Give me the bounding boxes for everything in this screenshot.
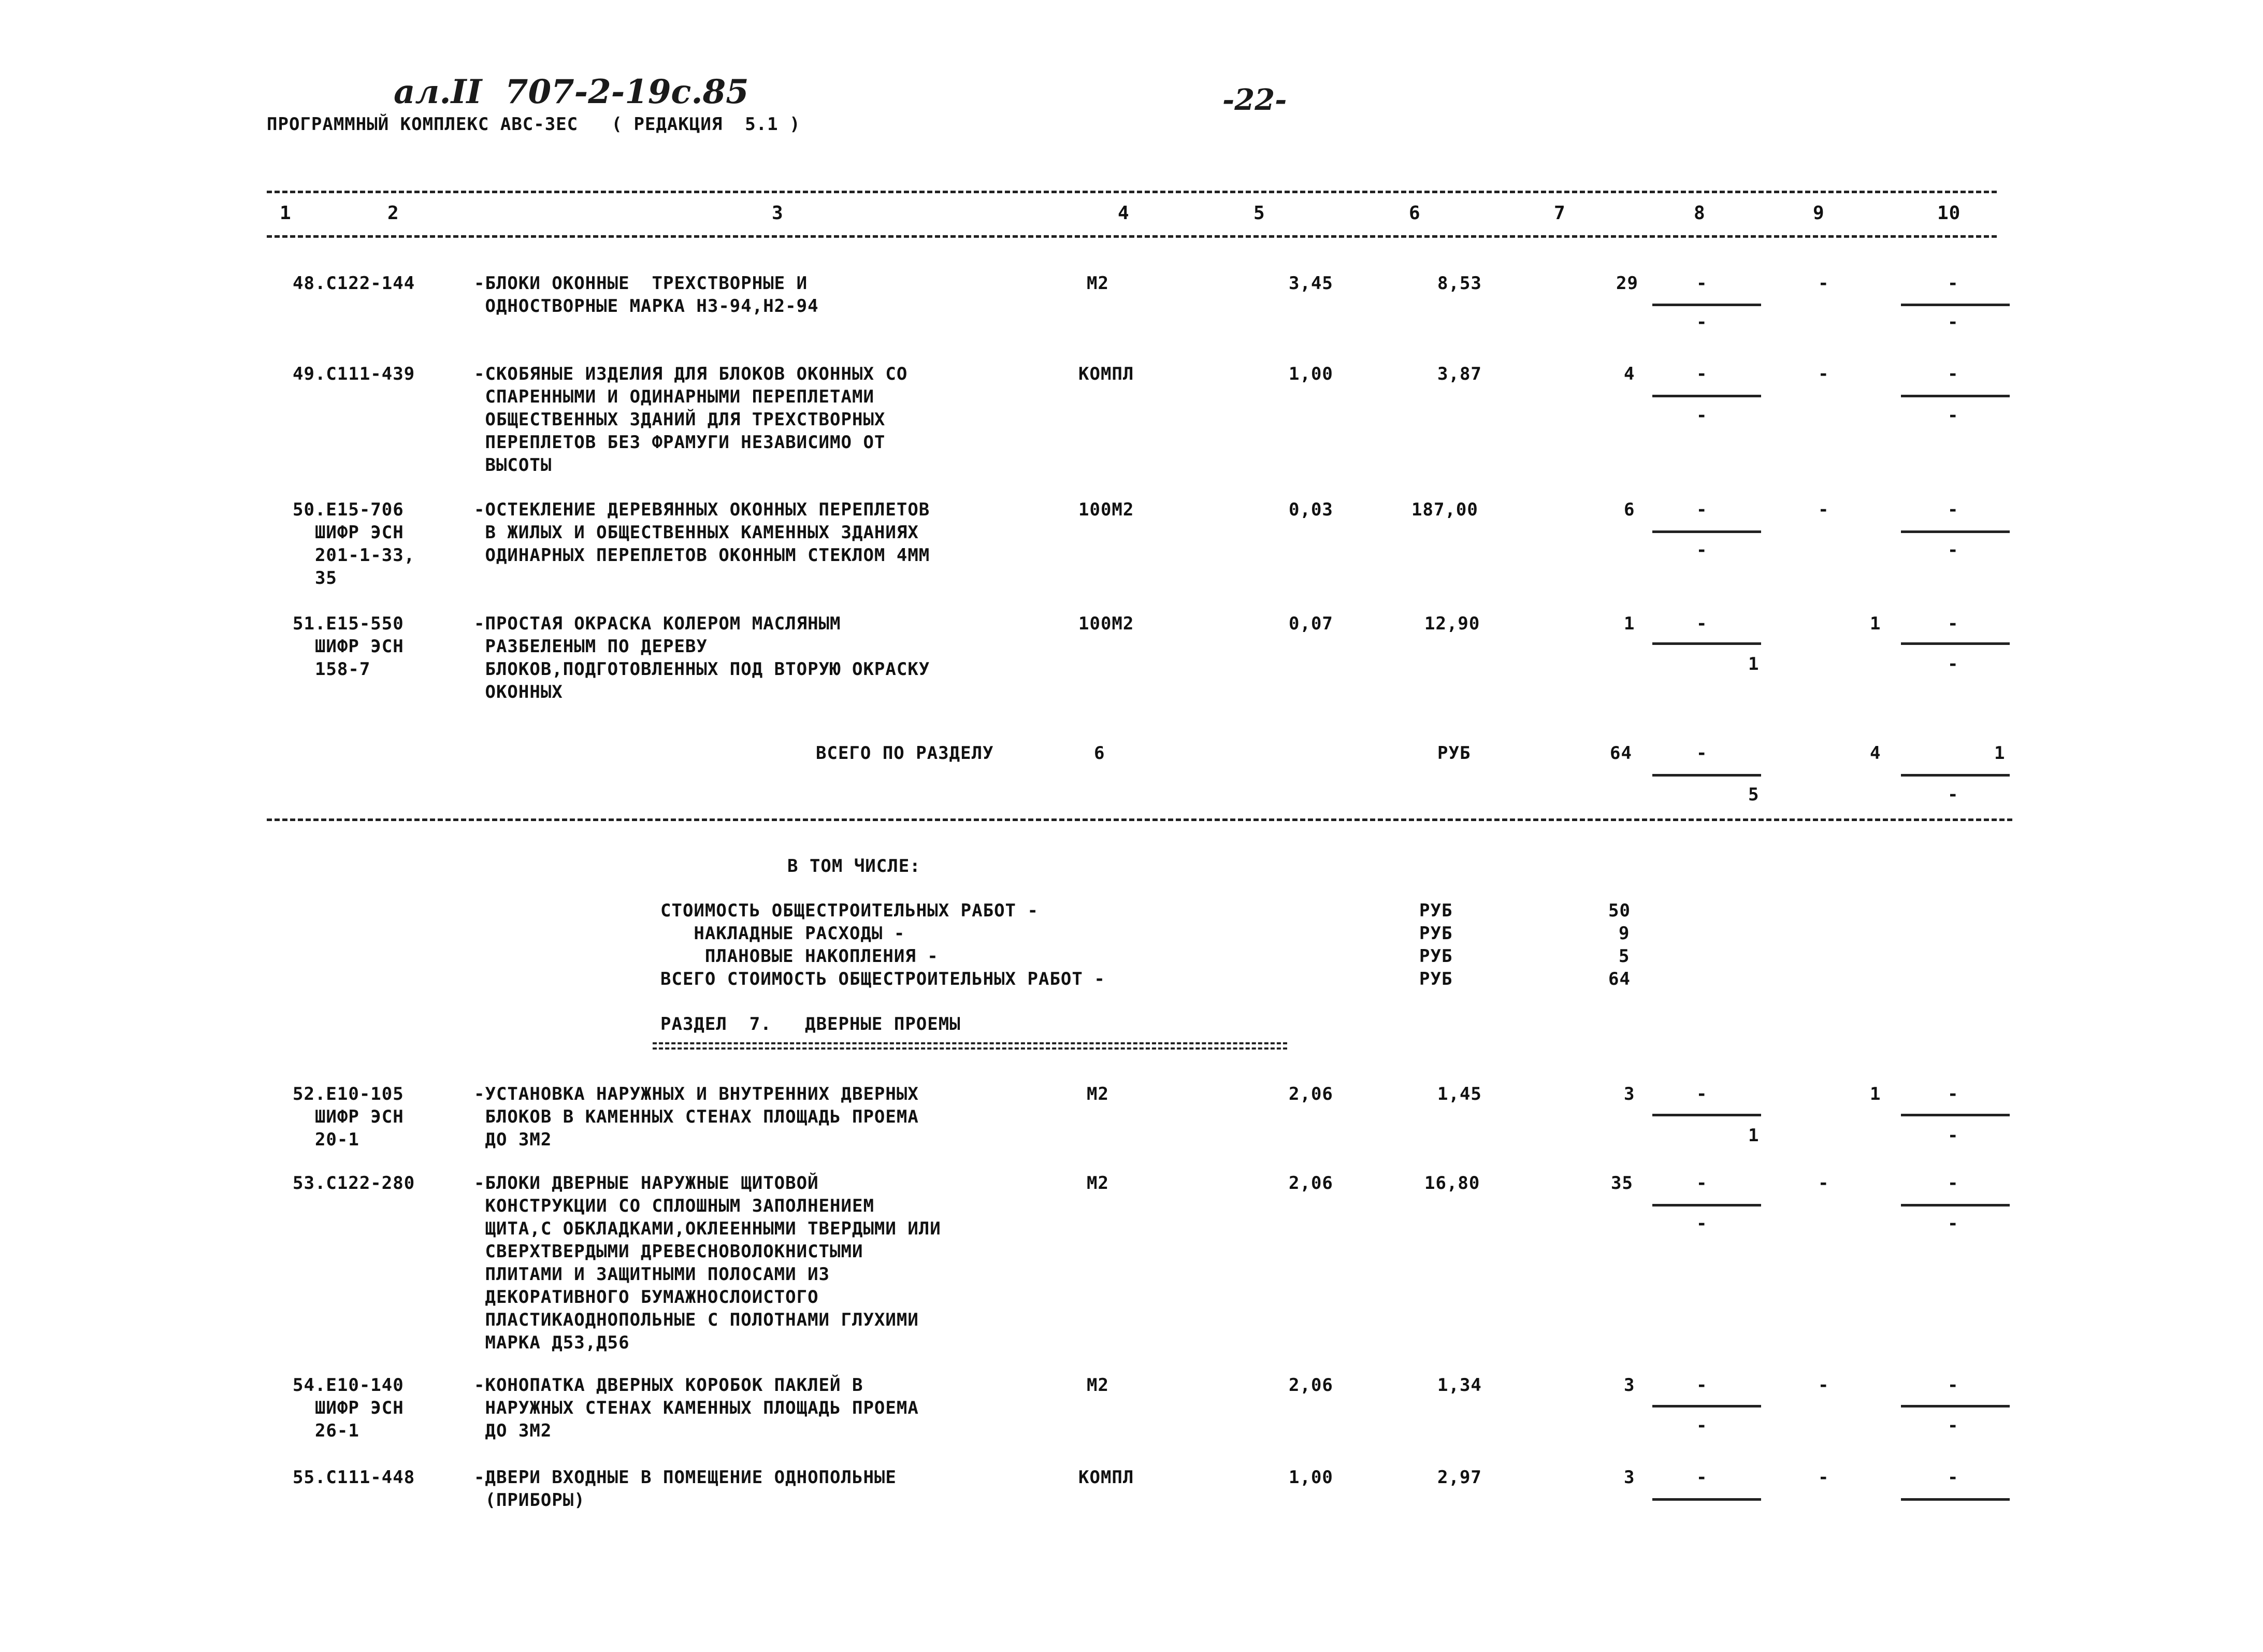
row-col9-value: 1 bbox=[1870, 1084, 1881, 1104]
row-col8-underline bbox=[1652, 1204, 1761, 1206]
summary-line-label: ВСЕГО СТОИМОСТЬ ОБЩЕСТРОИТЕЛЬНЫХ РАБОТ - bbox=[660, 969, 1105, 989]
row-col9-value: - bbox=[1818, 499, 1829, 520]
row-col10-underline bbox=[1901, 1405, 2010, 1407]
row-code: 49.С111-439 bbox=[293, 364, 415, 384]
row-unit: КОМПЛ bbox=[1078, 1467, 1134, 1488]
row-col8-value: - bbox=[1696, 1375, 1708, 1396]
row-col8-value: - bbox=[1696, 613, 1708, 634]
row-col10-underline bbox=[1901, 1114, 2010, 1116]
row-col10-value: - bbox=[1948, 1084, 1959, 1104]
row-col10-value: - bbox=[1948, 273, 1959, 294]
row-quantity: 2,06 bbox=[1289, 1375, 1333, 1396]
row-total: 4 bbox=[1624, 364, 1635, 384]
section-total-number: 6 bbox=[1094, 743, 1105, 764]
section-total-col10-underline bbox=[1901, 774, 2010, 777]
column-header-3: 3 bbox=[772, 203, 784, 224]
section-heading-underline bbox=[653, 1042, 1287, 1044]
column-header-9: 9 bbox=[1813, 203, 1825, 224]
summary-line-unit: РУБ bbox=[1419, 900, 1453, 921]
summary-line-unit: РУБ bbox=[1419, 923, 1453, 944]
section-total-value: 64 bbox=[1610, 743, 1632, 764]
summary-line-value: 64 bbox=[1608, 969, 1631, 989]
row-col10-underline bbox=[1901, 642, 2010, 645]
row-col8-value: - bbox=[1696, 1173, 1708, 1194]
row-col8-value: - bbox=[1696, 273, 1708, 294]
row-price: 1,34 bbox=[1437, 1375, 1482, 1396]
row-quantity: 0,03 bbox=[1289, 499, 1333, 520]
row-quantity: 1,00 bbox=[1289, 364, 1333, 384]
row-col9-value: - bbox=[1818, 1375, 1829, 1396]
row-col10-lower-value: - bbox=[1948, 1213, 1959, 1234]
row-unit: М2 bbox=[1087, 273, 1109, 294]
row-price: 187,00 bbox=[1411, 499, 1478, 520]
row-col9-value: - bbox=[1818, 1173, 1829, 1194]
row-code: 52.Е10-105 ШИФР ЭСН 20-1 bbox=[293, 1084, 404, 1150]
summary-line-value: 9 bbox=[1619, 923, 1630, 944]
row-col10-lower-value: - bbox=[1948, 654, 1959, 674]
row-unit: М2 bbox=[1087, 1375, 1109, 1396]
column-header-10: 10 bbox=[1937, 203, 1961, 224]
row-total: 3 bbox=[1624, 1467, 1635, 1488]
column-header-7: 7 bbox=[1554, 203, 1566, 224]
row-description: -УСТАНОВКА НАРУЖНЫХ И ВНУТРЕННИХ ДВЕРНЫХ БЛОКОВ В КАМЕННЫХ СТЕНАХ ПЛОЩАДЬ ПРОЕМА ДО 3М2 bbox=[474, 1084, 919, 1150]
row-col10-lower-value: - bbox=[1948, 312, 1959, 333]
section-heading-underline bbox=[653, 1047, 1287, 1050]
row-description: -ДВЕРИ ВХОДНЫЕ В ПОМЕЩЕНИЕ ОДНОПОЛЬНЫЕ (ПРИБОРЫ) bbox=[474, 1467, 897, 1511]
summary-line-label: ПЛАНОВЫЕ НАКОПЛЕНИЯ - bbox=[660, 946, 939, 967]
row-col9-value: - bbox=[1818, 1467, 1829, 1488]
section-total-label: ВСЕГО ПО РАЗДЕЛУ bbox=[816, 743, 994, 764]
summary-line-unit: РУБ bbox=[1419, 969, 1453, 989]
row-description: -КОНОПАТКА ДВЕРНЫХ КОРОБОК ПАКЛЕЙ В НАРУЖНЫХ СТЕНАХ КАМЕННЫХ ПЛОЩАДЬ ПРОЕМА ДО 3М2 bbox=[474, 1375, 919, 1441]
row-col10-lower-value: - bbox=[1948, 1125, 1959, 1146]
section-heading: РАЗДЕЛ 7. ДВЕРНЫЕ ПРОЕМЫ bbox=[660, 1014, 961, 1035]
column-header-8: 8 bbox=[1694, 203, 1706, 224]
handwritten-document-number: ал.II 707-2-19с.85 bbox=[394, 73, 749, 111]
row-col8-lower-value: - bbox=[1696, 1213, 1708, 1234]
summary-line-label: НАКЛАДНЫЕ РАСХОДЫ - bbox=[660, 923, 905, 944]
row-description: -ПРОСТАЯ ОКРАСКА КОЛЕРОМ МАСЛЯНЫМ РАЗБЕЛЕНЫМ ПО ДЕРЕВУ БЛОКОВ,ПОДГОТОВЛЕННЫХ ПОД ВТОРУЮ ОКРАСКУ ОКОННЫХ bbox=[474, 613, 930, 702]
row-code: 55.С111-448 bbox=[293, 1467, 415, 1488]
row-col9-value: - bbox=[1818, 273, 1829, 294]
row-col10-value: - bbox=[1948, 364, 1959, 384]
row-quantity: 0,07 bbox=[1289, 613, 1333, 634]
row-code: 53.С122-280 bbox=[293, 1173, 415, 1194]
row-quantity: 2,06 bbox=[1289, 1084, 1333, 1104]
column-header-5: 5 bbox=[1253, 203, 1265, 224]
summary-line-value: 50 bbox=[1608, 900, 1631, 921]
row-code: 51.Е15-550 ШИФР ЭСН 158-7 bbox=[293, 613, 404, 680]
row-code: 54.Е10-140 ШИФР ЭСН 26-1 bbox=[293, 1375, 404, 1441]
row-total: 29 bbox=[1616, 273, 1638, 294]
header-rule-top bbox=[267, 191, 1997, 193]
row-col8-lower-value: - bbox=[1696, 540, 1708, 561]
summary-line-unit: РУБ bbox=[1419, 946, 1453, 967]
row-col10-value: - bbox=[1948, 1173, 1959, 1194]
row-col8-lower-value: 1 bbox=[1748, 654, 1760, 674]
row-description: -БЛОКИ ДВЕРНЫЕ НАРУЖНЫЕ ЩИТОВОЙ КОНСТРУКЦИИ СО СПЛОШНЫМ ЗАПОЛНЕНИЕМ ЩИТА,С ОБКЛАДКАМИ,ОКЛЕЕННЫМИ ТВЕРДЫМИ ИЛИ СВЕРХТВЕРДЫМИ ДРЕВЕСНОВОЛОКНИСТЫМИ ПЛИТАМИ И ЗАЩИТНЫМИ ПОЛОСАМИ ИЗ ДЕКОРАТИВНОГО БУМАЖНОСЛОИСТОГО ПЛАСТИКАОДНОПОЛЬНЫЕ С ПОЛОТНАМИ ГЛУХИМИ МАРКА Д53,Д56 bbox=[474, 1173, 941, 1353]
row-price: 8,53 bbox=[1437, 273, 1482, 294]
row-description: -ОСТЕКЛЕНИЕ ДЕРЕВЯННЫХ ОКОННЫХ ПЕРЕПЛЕТОВ В ЖИЛЫХ И ОБЩЕСТВЕННЫХ КАМЕННЫХ ЗДАНИЯХ ОДИНАРНЫХ ПЕРЕПЛЕТОВ ОКОННЫМ СТЕКЛОМ 4ММ bbox=[474, 499, 930, 566]
row-col10-lower-value: - bbox=[1948, 405, 1959, 426]
row-col8-underline bbox=[1652, 304, 1761, 306]
row-col10-value: - bbox=[1948, 1467, 1959, 1488]
column-header-4: 4 bbox=[1118, 203, 1130, 224]
row-col10-underline bbox=[1901, 530, 2010, 533]
row-col8-underline bbox=[1652, 395, 1761, 397]
row-col8-lower-value: - bbox=[1696, 312, 1708, 333]
row-quantity: 1,00 bbox=[1289, 1467, 1333, 1488]
row-col8-underline bbox=[1652, 1114, 1761, 1116]
row-col10-underline bbox=[1901, 395, 2010, 397]
row-col8-value: - bbox=[1696, 1084, 1708, 1104]
row-col10-lower-value: - bbox=[1948, 540, 1959, 561]
row-unit: М2 bbox=[1087, 1173, 1109, 1194]
row-price: 2,97 bbox=[1437, 1467, 1482, 1488]
row-quantity: 3,45 bbox=[1289, 273, 1333, 294]
row-code: 48.С122-144 bbox=[293, 273, 415, 294]
row-col8-lower-value: - bbox=[1696, 405, 1708, 426]
summary-line-value: 5 bbox=[1619, 946, 1630, 967]
column-header-6: 6 bbox=[1409, 203, 1421, 224]
page-number: -22- bbox=[1222, 83, 1287, 117]
row-col8-underline bbox=[1652, 1498, 1761, 1501]
row-col8-value: - bbox=[1696, 499, 1708, 520]
section-total-col10-lower: - bbox=[1948, 784, 1959, 805]
row-col9-value: 1 bbox=[1870, 613, 1881, 634]
column-header-1: 1 bbox=[280, 203, 292, 224]
row-total: 1 bbox=[1624, 613, 1635, 634]
row-col8-underline bbox=[1652, 530, 1761, 533]
row-total: 3 bbox=[1624, 1375, 1635, 1396]
section-total-col8: - bbox=[1696, 743, 1708, 764]
section-total-col9: 4 bbox=[1870, 743, 1881, 764]
row-col10-underline bbox=[1901, 304, 2010, 306]
row-price: 1,45 bbox=[1437, 1084, 1482, 1104]
row-description: -СКОБЯНЫЕ ИЗДЕЛИЯ ДЛЯ БЛОКОВ ОКОННЫХ СО СПАРЕННЫМИ И ОДИНАРНЫМИ ПЕРЕПЛЕТАМИ ОБЩЕСТВЕННЫХ ЗДАНИЙ ДЛЯ ТРЕХСТВОРНЫХ ПЕРЕПЛЕТОВ БЕЗ ФРАМУГИ НЕЗАВИСИМО ОТ ВЫСОТЫ bbox=[474, 364, 908, 476]
row-unit: КОМПЛ bbox=[1078, 364, 1134, 384]
row-price: 12,90 bbox=[1424, 613, 1480, 634]
row-unit: 100М2 bbox=[1078, 613, 1134, 634]
program-title: ПРОГРАММНЫЙ КОМПЛЕКС АВС-3ЕС ( РЕДАКЦИЯ 5.1 ) bbox=[267, 114, 801, 135]
row-col8-value: - bbox=[1696, 1467, 1708, 1488]
section-total-unit: РУБ bbox=[1437, 743, 1471, 764]
row-col10-underline bbox=[1901, 1498, 2010, 1501]
row-price: 3,87 bbox=[1437, 364, 1482, 384]
row-col10-value: - bbox=[1948, 499, 1959, 520]
row-col10-lower-value: - bbox=[1948, 1415, 1959, 1436]
row-col8-value: - bbox=[1696, 364, 1708, 384]
header-rule-bottom bbox=[267, 235, 1997, 238]
section-total-col10: 1 bbox=[1994, 743, 2006, 764]
row-unit: М2 bbox=[1087, 1084, 1109, 1104]
row-col8-underline bbox=[1652, 642, 1761, 645]
row-col8-lower-value: 1 bbox=[1748, 1125, 1760, 1146]
row-col8-underline bbox=[1652, 1405, 1761, 1407]
section-total-col8-lower: 5 bbox=[1748, 784, 1760, 805]
section-total-col8-underline bbox=[1652, 774, 1761, 777]
column-header-2: 2 bbox=[387, 203, 399, 224]
row-col10-value: - bbox=[1948, 613, 1959, 634]
row-total: 3 bbox=[1624, 1084, 1635, 1104]
summary-heading: В ТОМ ЧИСЛЕ: bbox=[787, 856, 921, 877]
row-col8-lower-value: - bbox=[1696, 1415, 1708, 1436]
row-total: 6 bbox=[1624, 499, 1635, 520]
row-col9-value: - bbox=[1818, 364, 1829, 384]
summary-line-label: СТОИМОСТЬ ОБЩЕСТРОИТЕЛЬНЫХ РАБОТ - bbox=[660, 900, 1039, 921]
section-end-rule bbox=[267, 818, 2012, 821]
row-code: 50.Е15-706 ШИФР ЭСН 201-1-33, 35 bbox=[293, 499, 415, 588]
row-unit: 100М2 bbox=[1078, 499, 1134, 520]
row-price: 16,80 bbox=[1424, 1173, 1480, 1194]
row-col10-underline bbox=[1901, 1204, 2010, 1206]
row-description: -БЛОКИ ОКОННЫЕ ТРЕХСТВОРНЫЕ И ОДНОСТВОРНЫЕ МАРКА Н3-94,Н2-94 bbox=[474, 273, 819, 317]
row-total: 35 bbox=[1611, 1173, 1633, 1194]
row-col10-value: - bbox=[1948, 1375, 1959, 1396]
row-quantity: 2,06 bbox=[1289, 1173, 1333, 1194]
